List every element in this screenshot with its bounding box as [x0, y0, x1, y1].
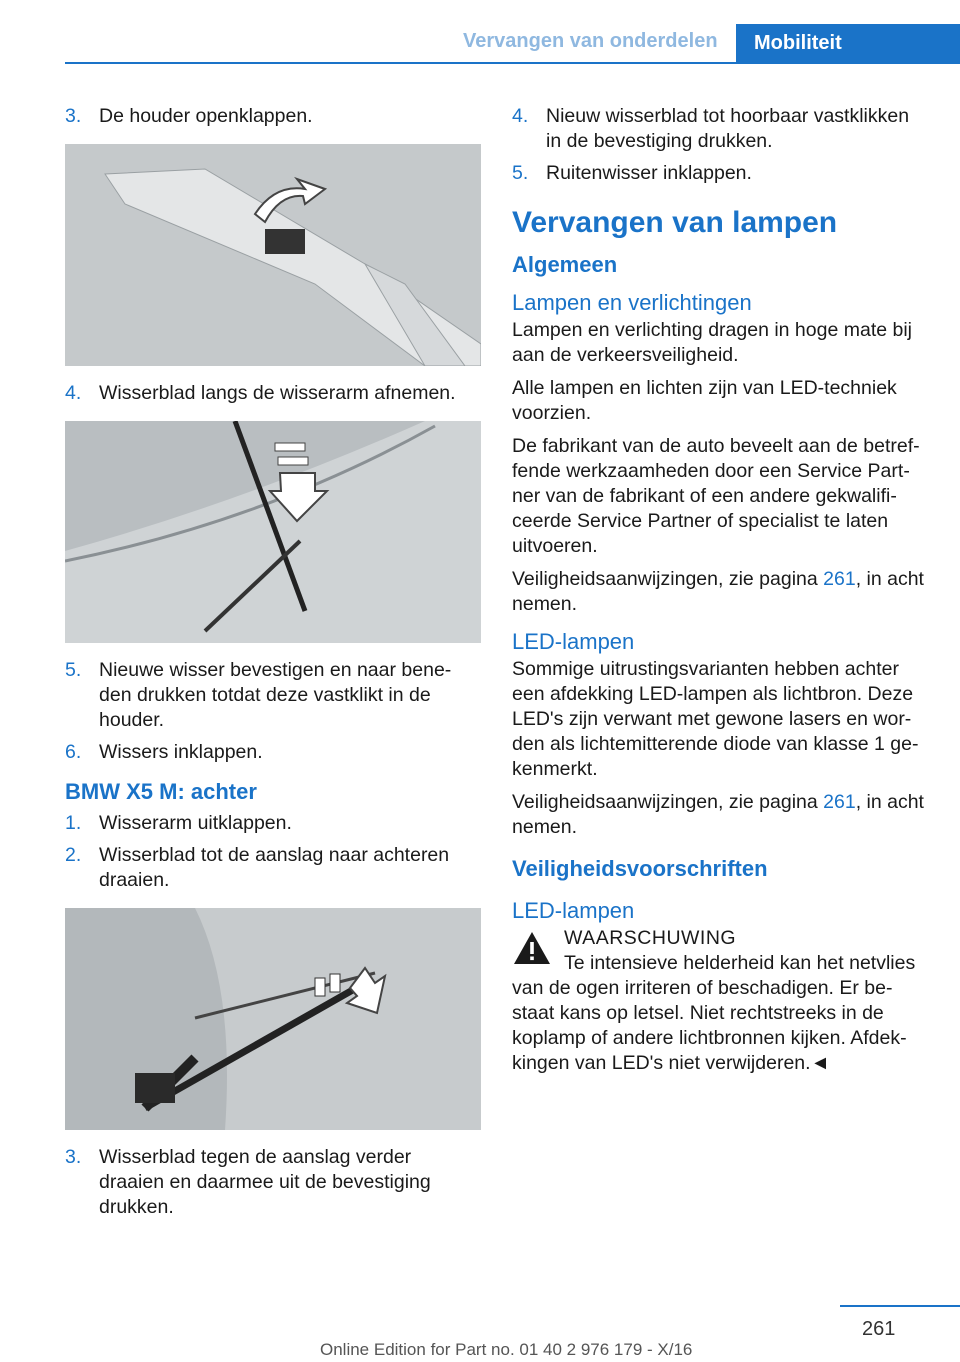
right-column	[512, 104, 926, 1084]
list-item	[65, 1145, 481, 1220]
safety-reference	[512, 567, 926, 617]
reference-text: , in acht nemen.	[512, 568, 924, 615]
rear-wiper-figure	[65, 908, 481, 1130]
list-item	[512, 104, 926, 154]
step-text: Wisserblad tot de aanslag naar achteren draaien.	[99, 844, 450, 891]
step-text: De houder openklappen.	[99, 105, 313, 127]
step-text: Wissers inklappen.	[99, 741, 263, 763]
header-chapter-tab: Mobiliteit	[736, 24, 960, 62]
footer-rule	[840, 1305, 960, 1307]
step-number: 6.	[65, 741, 82, 763]
step-list	[65, 1145, 481, 1220]
step-number: 3.	[65, 105, 82, 127]
section-heading: Veiligheidsvoorschriften	[512, 856, 768, 881]
step-number: 5.	[65, 659, 82, 681]
list-item	[512, 161, 926, 186]
left-column	[65, 104, 481, 1227]
subsection-heading: Lampen en verlichtingen	[512, 290, 752, 315]
reference-text: Veiligheidsaanwijzingen, zie pagina	[512, 568, 824, 590]
step-list	[65, 658, 481, 765]
warning-text: Te intensieve helderheid kan het netvlies van de ogen irriteren of beschadigen. Er be-staat kans op letsel. Niet rechtstreeks in de koplamp of andere lichtbronnen kijken. Afdek-kingen van LED's niet verwijderen.◄	[512, 952, 916, 1074]
list-item	[65, 658, 481, 733]
header-rule	[65, 62, 960, 64]
page-number: 261	[862, 1318, 896, 1340]
list-item	[65, 843, 481, 893]
paragraph: Lampen en verlichting dragen in hoge mate bij aan de verkeersveiligheid.	[512, 319, 913, 366]
step-list	[65, 104, 481, 129]
subsection-heading: LED-lampen	[512, 898, 635, 923]
step-list	[65, 811, 481, 893]
reference-text: Veiligheidsaanwijzingen, zie pagina	[512, 791, 824, 813]
warning-title: WAARSCHUWING	[564, 927, 737, 949]
wiper-blade-removal-figure	[65, 421, 481, 643]
chapter-heading: Vervangen van lampen	[512, 206, 838, 239]
list-item	[65, 381, 481, 406]
step-number: 1.	[65, 812, 82, 834]
step-text: Wisserarm uitklappen.	[99, 812, 292, 834]
step-number: 4.	[512, 105, 529, 127]
section-heading: Algemeen	[512, 252, 618, 277]
step-text: Nieuw wisserblad tot hoorbaar vastklikken in de bevestiging drukken.	[546, 105, 910, 152]
warning-triangle-icon	[512, 930, 552, 966]
subsection-heading: LED-lampen	[512, 629, 635, 654]
step-number: 2.	[65, 844, 82, 866]
page-link[interactable]: 261	[823, 791, 856, 813]
paragraph: Sommige uitrustingsvarianten hebben achter een afdekking LED-lampen als lichtbron. Deze LED's zijn verwant met gewone lasers en wor-den als lichtemitterende diode van klasse 1 ge-kenmerkt.	[512, 658, 919, 780]
step-list	[65, 381, 481, 406]
step-text: Wisserblad langs de wisserarm afnemen.	[99, 382, 456, 404]
list-item	[65, 740, 481, 765]
step-number: 5.	[512, 162, 529, 184]
safety-reference	[512, 790, 926, 840]
step-text: Nieuwe wisser bevestigen en naar bene-den drukken totdat deze vastklikt in de houder.	[99, 659, 452, 731]
warning-box	[512, 926, 926, 1076]
reference-text: , in acht nemen.	[512, 791, 924, 838]
paragraph: De fabrikant van de auto beveelt aan de betref-fende werkzaamheden door een Service Part-ner van de fabrikant of een andere gekwalifi-ceerde Service Partner of specialist te laten uitvoeren.	[512, 435, 920, 557]
paragraph: Alle lampen en lichten zijn van LED-techniek voorzien.	[512, 377, 897, 424]
wiper-holder-figure	[65, 144, 481, 366]
step-number: 4.	[65, 382, 82, 404]
step-list	[512, 104, 926, 186]
header-section-title: Vervangen van onderdelen	[463, 30, 718, 52]
edition-footer: Online Edition for Part no. 01 40 2 976 179 - X/16	[320, 1340, 693, 1359]
list-item	[65, 811, 481, 836]
step-text: Wisserblad tegen de aanslag verder draaien en daarmee uit de bevestiging drukken.	[99, 1146, 431, 1218]
section-heading: BMW X5 M: achter	[65, 779, 257, 804]
step-number: 3.	[65, 1146, 82, 1168]
step-text: Ruitenwisser inklappen.	[546, 162, 752, 184]
list-item	[65, 104, 481, 129]
page-link[interactable]: 261	[823, 568, 856, 590]
